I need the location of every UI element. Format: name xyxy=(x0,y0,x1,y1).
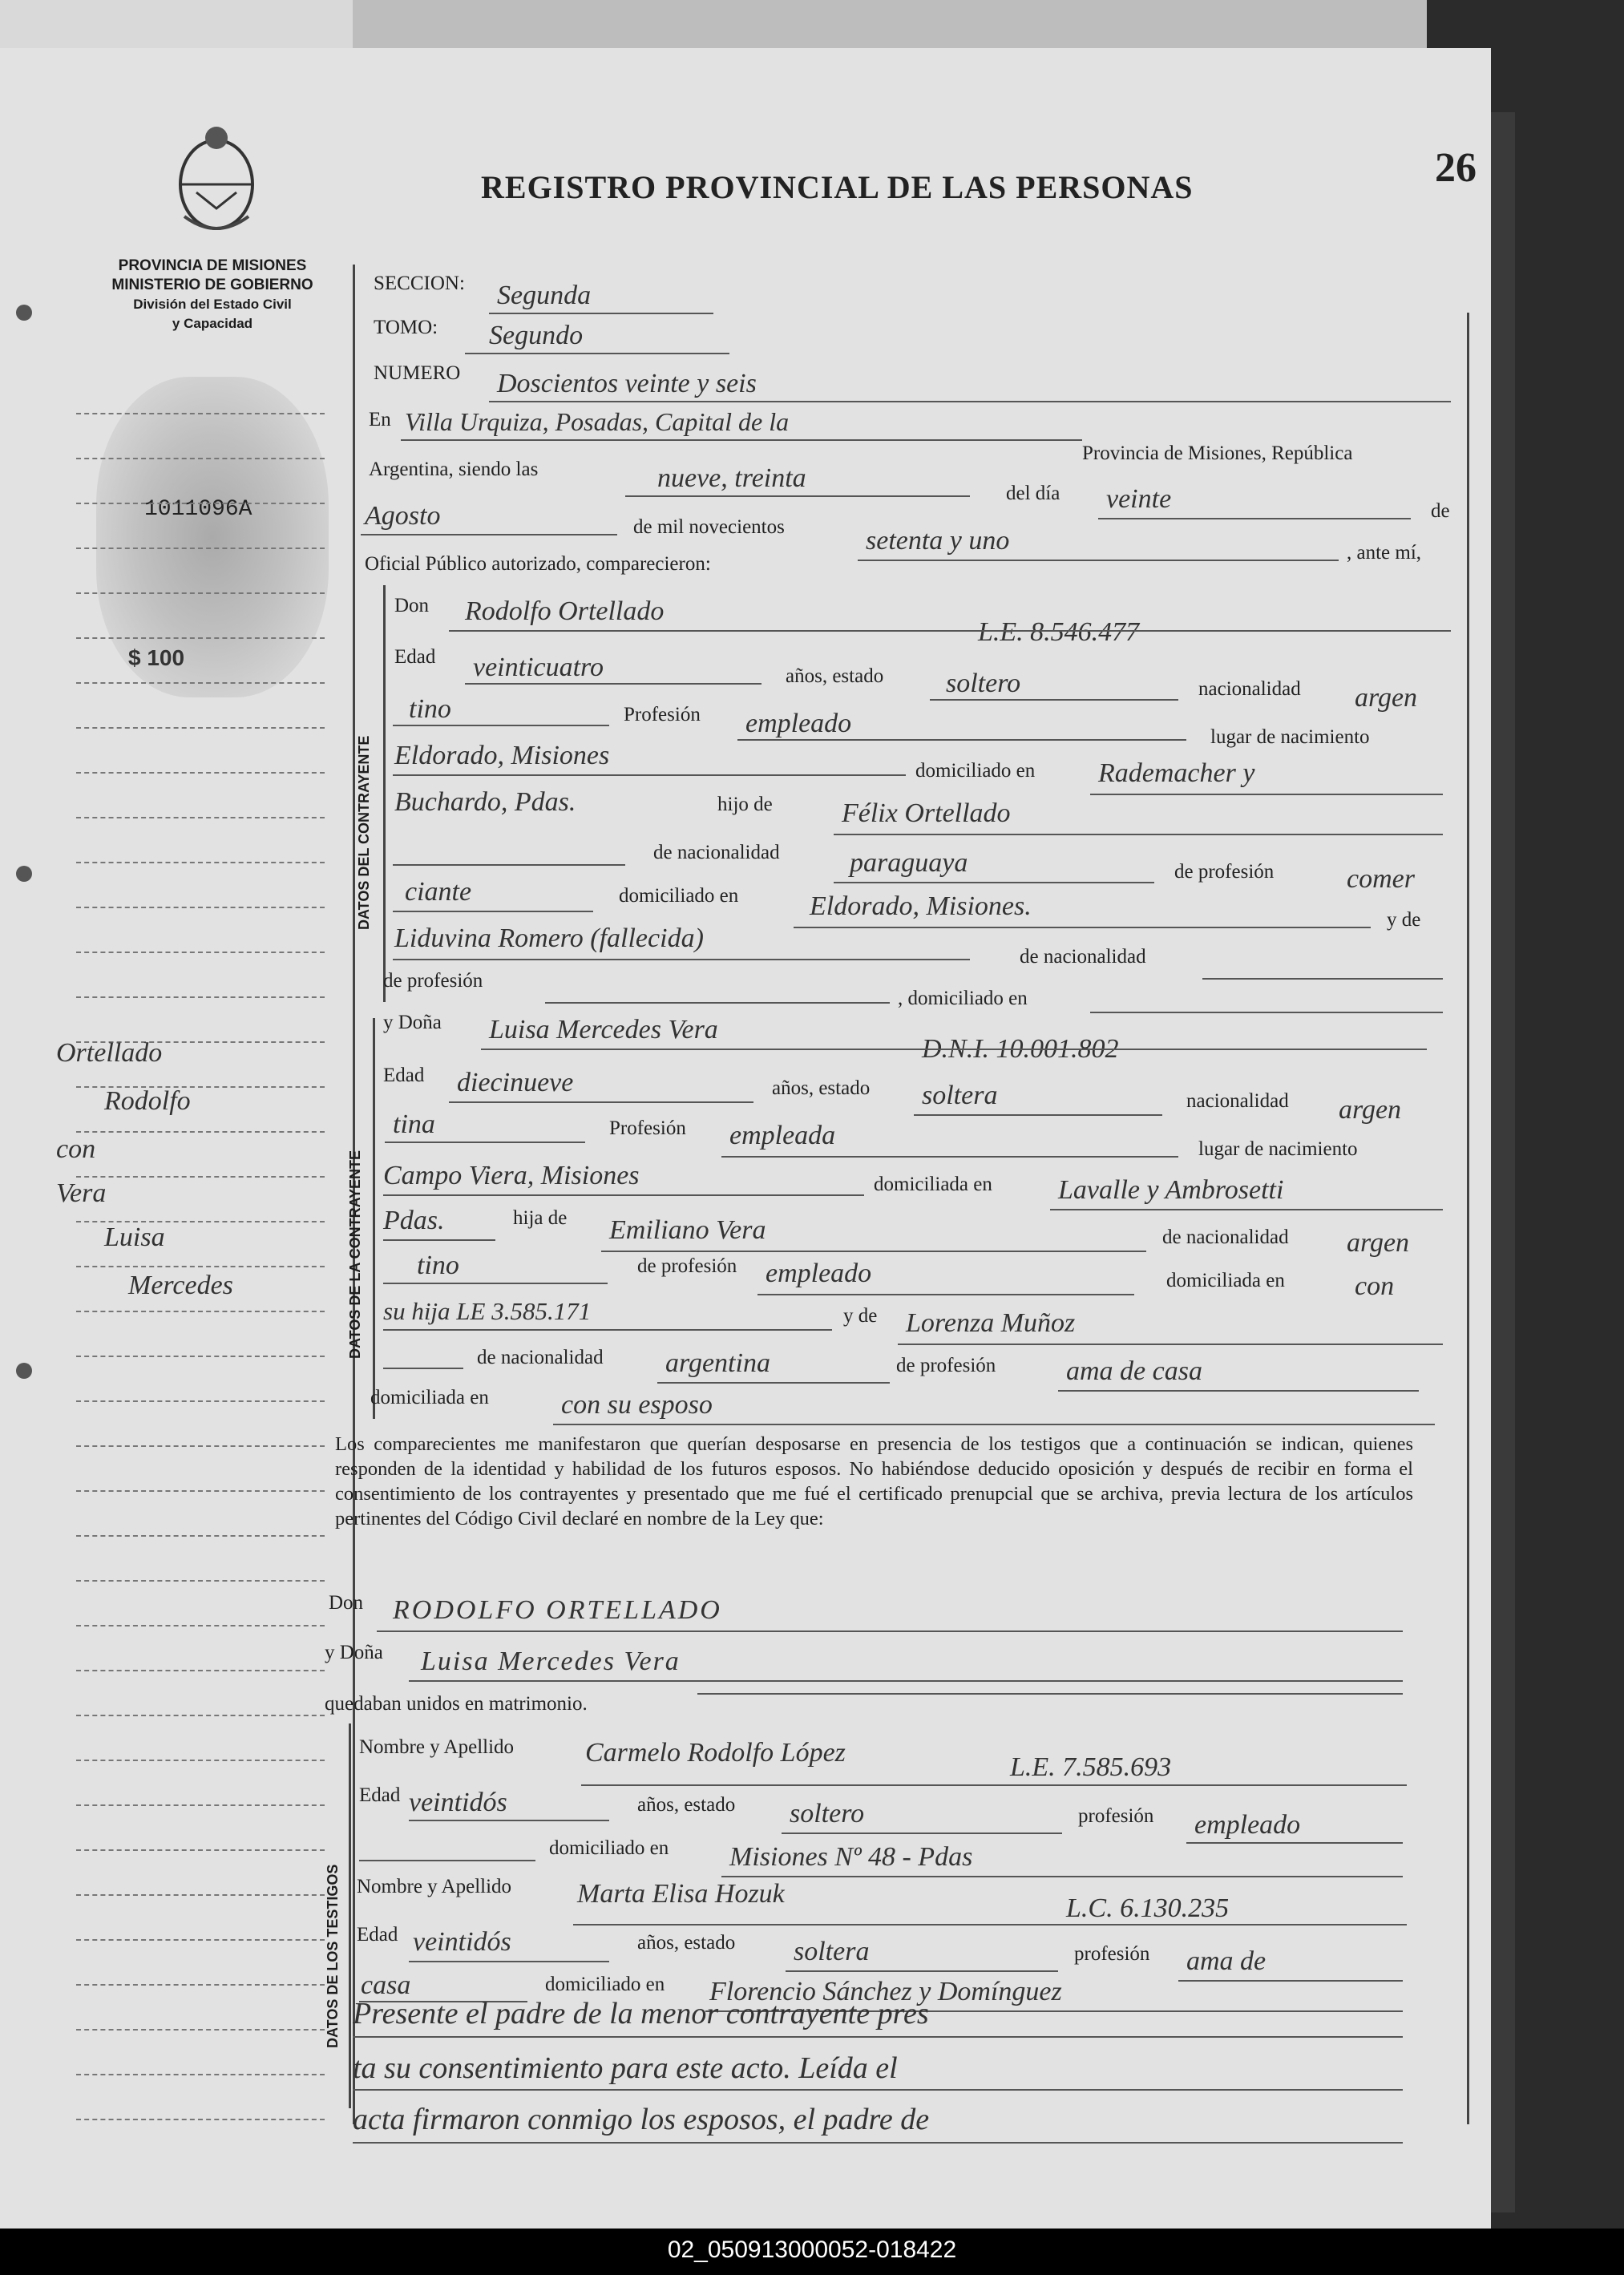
margin-ruled-line xyxy=(76,1580,325,1582)
bride-y-de: y de xyxy=(843,1305,878,1327)
bride-mother-nat: argentina xyxy=(665,1348,770,1378)
bride-nacionalidad: nacionalidad xyxy=(1186,1090,1289,1112)
margin-ruled-line xyxy=(76,862,325,863)
w2-doc: L.C. 6.130.235 xyxy=(1066,1893,1230,1923)
groom-doc: L.E. 8.546.477 xyxy=(978,617,1140,647)
hour-underline xyxy=(625,495,970,497)
union-quedaban: quedaban unidos en matrimonio. xyxy=(325,1693,588,1715)
note-underline xyxy=(353,2089,1403,2091)
groom-prof-underline xyxy=(737,739,1186,741)
witness-side-label: DATOS DE LOS TESTIGOS xyxy=(325,1864,341,2048)
bride-mother-addr: con su esposo xyxy=(561,1390,713,1420)
bride-anos-estado: años, estado xyxy=(772,1077,871,1099)
margin-ruled-line xyxy=(76,637,325,639)
groom-domiciliado3: , domiciliado en xyxy=(898,988,1028,1009)
bride-father-addr-underline xyxy=(383,1329,832,1331)
bride-age: diecinueve xyxy=(457,1068,574,1097)
margin-note-line: Ortellado xyxy=(56,1038,163,1068)
margin-ruled-line xyxy=(76,996,325,998)
union-blank-underline xyxy=(697,1693,1403,1695)
bride-mother-prof-underline xyxy=(1058,1390,1419,1392)
bride-hija-de: hija de xyxy=(513,1207,568,1229)
bride-age-underline xyxy=(449,1101,753,1103)
groom-father-prof-a: comer xyxy=(1347,864,1415,894)
volume-label: TOMO: xyxy=(374,317,438,338)
page-title: REGISTRO PROVINCIAL DE LAS PERSONAS xyxy=(481,169,1194,205)
number-underline xyxy=(489,401,1451,402)
margin-ruled-line xyxy=(76,1760,325,1761)
volume-underline xyxy=(465,353,729,354)
groom-father-underline xyxy=(834,834,1443,835)
groom-status-underline xyxy=(930,699,1178,701)
margin-ruled-line xyxy=(76,503,325,504)
groom-father-nat: paraguaya xyxy=(850,848,968,878)
bride-father-nat-a: argen xyxy=(1347,1228,1410,1258)
bride-birthplace-underline xyxy=(383,1194,864,1196)
groom-edad: Edad xyxy=(394,646,436,668)
bride-father: Emiliano Vera xyxy=(609,1215,766,1245)
groom-blank-underline xyxy=(393,864,625,866)
bride-profesion: Profesión xyxy=(609,1117,686,1139)
groom-father-addr: Eldorado, Misiones. xyxy=(810,891,1032,921)
bride-mother-prof: ama de casa xyxy=(1066,1356,1202,1386)
union-don: Don xyxy=(329,1592,364,1614)
bride-profession: empleada xyxy=(729,1121,836,1150)
page-number: 26 xyxy=(1435,145,1477,191)
bride-birthplace: Campo Viera, Misiones xyxy=(383,1161,640,1190)
intro-ante-mi: , ante mí, xyxy=(1347,542,1422,564)
margin-note-line: Mercedes xyxy=(128,1271,233,1300)
margin-note-line: Vera xyxy=(56,1178,107,1208)
witness-block-border xyxy=(349,1723,351,2108)
groom-birthplace: Eldorado, Misiones xyxy=(394,741,610,770)
bride-address-b: Pdas. xyxy=(383,1206,445,1235)
bride-status: soltera xyxy=(922,1081,998,1110)
groom-de-profesion2: de profesión xyxy=(383,970,483,992)
bride-de-nacionalidad2: de nacionalidad xyxy=(477,1347,604,1368)
w1-domiciliado-label: domiciliado en xyxy=(549,1837,669,1859)
groom-domiciliado2: domiciliado en xyxy=(619,885,739,907)
margin-ruled-line xyxy=(76,1490,325,1492)
intro-hour: nueve, treinta xyxy=(657,463,806,493)
union-groom-underline xyxy=(377,1630,1403,1632)
form-right-border xyxy=(1467,313,1469,2124)
margin-note-line: con xyxy=(56,1134,96,1164)
bride-de-profesion: de profesión xyxy=(637,1255,737,1277)
note-line: acta firmaron conmigo los esposos, el padre de xyxy=(353,2103,930,2136)
w1-blank-underline xyxy=(359,1860,535,1861)
intro-province: Provincia de Misiones, República xyxy=(1082,442,1353,464)
issuer-line: División del Estado Civil xyxy=(133,297,292,312)
groom-father-prof-b: ciante xyxy=(405,877,472,907)
bride-father-prof-underline xyxy=(757,1294,1134,1295)
groom-status: soltero xyxy=(946,669,1021,698)
bride-father-nat-b: tino xyxy=(417,1251,459,1280)
bride-name-underline xyxy=(481,1049,1427,1050)
groom-nacionalidad: nacionalidad xyxy=(1198,678,1301,700)
margin-ruled-line xyxy=(76,727,325,729)
number-label: NUMERO xyxy=(374,362,461,384)
bride-status-underline xyxy=(914,1114,1162,1116)
groom-profession: empleado xyxy=(745,709,852,738)
day-underline xyxy=(1098,518,1411,519)
margin-ruled-line xyxy=(76,2119,325,2120)
issuer-line: y Capacidad xyxy=(172,316,253,331)
bride-mother: Lorenza Muñoz xyxy=(906,1308,1076,1338)
note-line: ta su consentimiento para este acto. Leída el xyxy=(353,2051,898,2085)
issuer-line: MINISTERIO DE GOBIERNO xyxy=(111,277,313,293)
margin-ruled-line xyxy=(76,1715,325,1716)
w2-addr: Florencio Sánchez y Domínguez xyxy=(709,1977,1062,2006)
groom-domiciliado: domiciliado en xyxy=(915,760,1036,782)
bride-prof-underline xyxy=(721,1156,1178,1158)
groom-de-nacionalidad: de nacionalidad xyxy=(653,842,780,863)
groom-de-nacionalidad2: de nacionalidad xyxy=(1020,946,1146,968)
w1-age: veintidós xyxy=(409,1788,507,1817)
intro-place: Villa Urquiza, Posadas, Capital de la xyxy=(405,407,790,436)
intro-year-text: de mil novecientos xyxy=(633,516,785,538)
margin-ruled-line xyxy=(76,952,325,953)
margin-ruled-line xyxy=(76,1984,325,1986)
w2-edad-label: Edad xyxy=(357,1924,398,1946)
bride-father-prof: empleado xyxy=(766,1259,872,1288)
bride-block-border xyxy=(373,1018,375,1419)
margin-ruled-line xyxy=(76,682,325,684)
union-bride-underline xyxy=(409,1680,1403,1682)
groom-mother-prof-underline xyxy=(545,1002,890,1004)
bride-mother-underline xyxy=(898,1344,1443,1345)
w1-doc: L.E. 7.585.693 xyxy=(1010,1752,1172,1782)
groom-hijo-de: hijo de xyxy=(717,794,773,815)
bride-father-addr-b: su hija LE 3.585.171 xyxy=(383,1297,592,1325)
bride-dona: y Doña xyxy=(383,1012,442,1033)
w2-prof-underline xyxy=(1178,1980,1403,1982)
margin-ruled-line xyxy=(76,1176,325,1178)
groom-profesion: Profesión xyxy=(624,704,701,725)
coat-of-arms-icon xyxy=(168,120,265,240)
issuer-line: PROVINCIA DE MISIONES xyxy=(118,257,307,274)
section-underline xyxy=(489,313,713,314)
binding-hole xyxy=(16,866,32,882)
margin-ruled-line xyxy=(76,1670,325,1671)
w1-name: Carmelo Rodolfo López xyxy=(585,1738,846,1768)
groom-birthplace-underline xyxy=(393,774,906,776)
margin-ruled-line xyxy=(76,1311,325,1312)
w2-name-underline xyxy=(573,1924,1407,1925)
groom-address-b: Buchardo, Pdas. xyxy=(394,787,576,817)
union-dona: y Doña xyxy=(325,1642,383,1663)
groom-block-border xyxy=(383,585,386,1002)
groom-father-nat-underline xyxy=(834,882,1154,883)
margin-ruled-line xyxy=(76,1131,325,1133)
bride-father-addr-a: con xyxy=(1355,1271,1395,1301)
margin-ruled-line xyxy=(76,458,325,459)
section-value: Segunda xyxy=(497,281,592,310)
groom-don: Don xyxy=(394,595,430,616)
groom-father: Félix Ortellado xyxy=(842,798,1011,828)
intro-en: En xyxy=(369,409,391,430)
margin-ruled-line xyxy=(76,1445,325,1447)
bride-nat-underline xyxy=(385,1142,585,1143)
groom-y-de: y de xyxy=(1387,909,1421,931)
groom-de-profesion: de profesión xyxy=(1174,861,1275,883)
intro-day: veinte xyxy=(1106,484,1172,514)
w1-addr-underline xyxy=(721,1876,1403,1877)
note-underline xyxy=(353,2036,1403,2038)
w2-domiciliado-label: domiciliado en xyxy=(545,1974,665,1995)
groom-name: Rodolfo Ortellado xyxy=(465,596,665,626)
margin-ruled-line xyxy=(76,1894,325,1896)
margin-ruled-line xyxy=(76,1625,325,1626)
groom-age-underline xyxy=(465,683,762,685)
number-value: Doscientos veinte y seis xyxy=(497,369,757,398)
w1-edad-label: Edad xyxy=(359,1784,401,1806)
margin-ruled-line xyxy=(76,772,325,774)
groom-father-prof-underline xyxy=(393,911,593,912)
groom-nat-a: argen xyxy=(1355,683,1418,713)
margin-ruled-line xyxy=(76,548,325,549)
margin-ruled-line xyxy=(76,1804,325,1806)
w2-prof-a: ama de xyxy=(1186,1946,1266,1976)
bride-nat-b: tina xyxy=(393,1109,435,1139)
margin-ruled-line xyxy=(76,2029,325,2031)
w2-prof-b: casa xyxy=(361,1970,411,2000)
w2-anos-estado: años, estado xyxy=(637,1932,736,1954)
bride-lugar: lugar de nacimiento xyxy=(1198,1138,1358,1160)
footer-filename: 02_050913000052-018422 xyxy=(667,2237,957,2263)
w2-profesion-label: profesión xyxy=(1074,1943,1150,1965)
w2-age-underline xyxy=(409,1961,609,1962)
groom-name-underline xyxy=(449,630,1451,632)
bride-mother-nat-underline xyxy=(657,1382,890,1384)
bride-doc: D.N.I. 10.001.802 xyxy=(922,1034,1119,1064)
bride-domiciliada: domiciliada en xyxy=(874,1174,992,1195)
note-line: Presente el padre de la menor contrayente pres xyxy=(353,1997,929,2031)
groom-mother-underline xyxy=(393,959,970,960)
w1-prof: empleado xyxy=(1194,1810,1301,1840)
groom-lugar: lugar de nacimiento xyxy=(1210,726,1370,748)
union-bride: Luisa Mercedes Vera xyxy=(421,1647,681,1676)
margin-ruled-line xyxy=(76,1400,325,1402)
groom-address-a: Rademacher y xyxy=(1098,758,1255,788)
binding-hole xyxy=(16,305,32,321)
w1-name-underline xyxy=(581,1784,1407,1786)
bride-mother-addr-underline xyxy=(553,1424,1435,1425)
note-underline xyxy=(353,2142,1403,2144)
margin-ruled-line xyxy=(76,1266,325,1267)
bride-name: Luisa Mercedes Vera xyxy=(489,1015,718,1045)
stamp-value: $ 100 xyxy=(128,645,185,670)
volume-value: Segundo xyxy=(489,321,584,350)
margin-ruled-line xyxy=(76,1356,325,1357)
intro-year: setenta y uno xyxy=(866,526,1010,556)
groom-anos-estado: años, estado xyxy=(786,665,884,687)
w2-status: soltera xyxy=(794,1937,870,1966)
groom-address-underline xyxy=(1090,794,1443,795)
intro-oficial: Oficial Público autorizado, comparecieron: xyxy=(365,553,711,575)
margin-ruled-line xyxy=(76,592,325,594)
margin-ruled-line xyxy=(76,2074,325,2075)
bride-side-label: DATOS DE LA CONTRAYENTE xyxy=(347,1150,363,1359)
section-label: SECCION: xyxy=(374,273,465,294)
bride-edad: Edad xyxy=(383,1065,425,1086)
intro-del-dia: del día xyxy=(1006,483,1060,504)
groom-side-label: DATOS DEL CONTRAYENTE xyxy=(356,735,372,930)
margin-ruled-line xyxy=(76,907,325,908)
bride-domiciliada3: domiciliada en xyxy=(370,1387,489,1408)
bride-address-underline xyxy=(1050,1209,1443,1210)
bride-father-underline xyxy=(601,1251,1146,1252)
bride-blank-underline xyxy=(383,1368,463,1369)
bride-address-b-underline xyxy=(383,1239,495,1241)
bride-de-profesion2: de profesión xyxy=(896,1355,996,1376)
bride-de-nacionalidad: de nacionalidad xyxy=(1162,1226,1289,1248)
w2-name: Marta Elisa Hozuk xyxy=(577,1879,785,1909)
w1-anos-estado: años, estado xyxy=(637,1794,736,1816)
w1-age-underline xyxy=(409,1820,609,1821)
declaration-paragraph: Los comparecientes me manifestaron que querían desposarse en presencia de los testigos que a continuación se indican, quienes responden de la identidad y habilidad de los futuros esposos. No habiéndose deducido oposición y después de recibir en forma el consentimiento de los contrayentes y presentado que me fué el certificado prenupcial que se archiva, previa lectura de los artículos pertinentes del Código Civil declaré en nombre de la Ley que: xyxy=(335,1433,1413,1529)
bride-nat-a: argen xyxy=(1339,1095,1402,1125)
margin-ruled-line xyxy=(76,413,325,414)
groom-nat-underline xyxy=(393,725,609,726)
binding-hole xyxy=(16,1363,32,1379)
w1-addr: Misiones Nº 48 - Pdas xyxy=(729,1842,973,1872)
groom-age: veinticuatro xyxy=(473,653,604,682)
groom-mother: Liduvina Romero (fallecida) xyxy=(394,923,704,953)
w2-nombre-label: Nombre y Apellido xyxy=(357,1876,512,1897)
margin-note-line: Rodolfo xyxy=(104,1086,191,1116)
bride-father-nat-underline xyxy=(383,1283,608,1284)
w1-prof-underline xyxy=(1186,1842,1403,1844)
groom-mother-addr-underline xyxy=(1090,1012,1443,1013)
year-underline xyxy=(858,560,1339,561)
margin-ruled-line xyxy=(76,817,325,818)
intro-month: Agosto xyxy=(365,501,441,531)
issuer-header xyxy=(76,257,349,333)
groom-mother-nat-underline xyxy=(1202,978,1443,980)
margin-note-line: Luisa xyxy=(104,1222,165,1252)
groom-nat-b: tino xyxy=(409,694,451,724)
w1-nombre-label: Nombre y Apellido xyxy=(359,1736,515,1758)
groom-father-addr-underline xyxy=(794,927,1371,928)
union-groom: RODOLFO ORTELLADO xyxy=(393,1595,722,1625)
w2-age: veintidós xyxy=(413,1927,511,1957)
bride-address-a: Lavalle y Ambrosetti xyxy=(1058,1175,1284,1205)
margin-ruled-line xyxy=(76,1849,325,1851)
margin-ruled-line xyxy=(76,1939,325,1941)
bride-domiciliada2: domiciliada en xyxy=(1166,1270,1285,1291)
month-underline xyxy=(361,534,617,535)
margin-ruled-line xyxy=(76,1535,325,1537)
intro-de: de xyxy=(1431,500,1450,522)
w2-status-underline xyxy=(786,1970,1058,1972)
intro-argentina: Argentina, siendo las xyxy=(369,459,539,480)
w1-status-underline xyxy=(782,1833,1062,1834)
w1-status: soltero xyxy=(790,1799,865,1828)
w1-profesion-label: profesión xyxy=(1078,1805,1154,1827)
place-underline xyxy=(401,439,1082,441)
stamp-number: 1011096A xyxy=(144,497,252,522)
